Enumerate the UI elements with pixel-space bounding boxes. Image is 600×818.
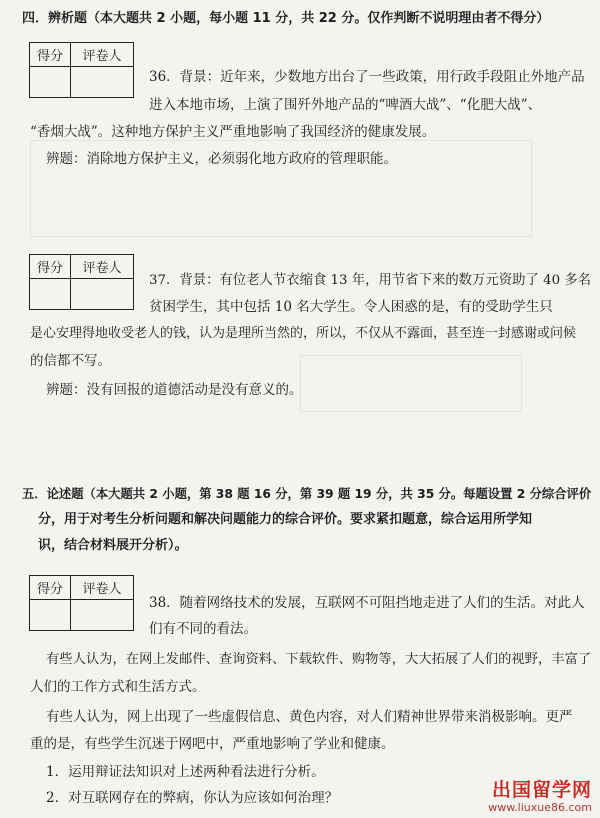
q38-para1-line2: 人们的工作方式和生活方式。 [30,679,206,695]
score-cell [30,279,71,310]
grader-label: 评卷人 [71,43,134,67]
q37-line3: 是心安理得地收受老人的钱，认为是理所当然的，所以，不仅从不露面，甚至连一封感谢或问候 [30,326,577,341]
q38-para1-line1: 有些人认为，在网上发邮件、查询资料、下载软件、购物等，大大拓展了人们的视野，丰富了 [46,652,592,667]
q36-line2: 进入本地市场，上演了围歼外地产品的“啤酒大战”、“化肥大战”、 [149,97,542,113]
score-box-q36 [29,42,134,98]
section5-heading-line2: 分，用于对考生分析问题和解决问题能力的综合评价。要求紧扣题意，综合运用所学知 [38,512,533,527]
score-label: 得分 [30,255,71,279]
q38-task2: 2．对互联网存在的弊病，你认为应该如何治理？ [46,790,339,806]
q36-claim: 辨题：消除地方保护主义，必须弱化地方政府的管理职能。 [46,151,397,167]
q37-line1: 37．背景：有位老人节衣缩食 13 年，用节省下来的数万元资助了 40 多名 [149,273,592,288]
site-watermark [488,779,592,814]
q37-line2: 贫困学生，其中包括 10 名大学生。令人困惑的是，有的受助学生只 [149,299,553,315]
score-cell [30,600,71,631]
score-label: 得分 [30,576,71,600]
score-cell [30,67,71,98]
q36-line1: 36．背景：近年来，少数地方出台了一些政策，用行政手段阻止外地产品 [149,69,585,85]
q36-line3: “香烟大战”。这种地方保护主义严重地影响了我国经济的健康发展。 [30,124,436,140]
grader-label: 评卷人 [71,255,134,279]
q38-line1: 38．随着网络技术的发展，互联网不可阻挡地走进了人们的生活。对此人 [149,595,585,611]
q38-line2: 们有不同的看法。 [149,621,257,637]
grader-label: 评卷人 [71,576,134,600]
q38-para2-line2: 重的是，有些学生沉迷于网吧中，严重地影响了学业和健康。 [30,736,395,752]
section4-heading: 四．辨析题（本大题共 2 小题，每小题 11 分，共 22 分。仅作判断不说明理由者不得分） [22,11,550,26]
q38-task1: 1．运用辩证法知识对上述两种看法进行分析。 [46,764,325,780]
section5-heading-line1: 五．论述题（本大题共 2 小题，第 38 题 16 分，第 39 题 19 分，共 35 分。每题设置 2 分综合评价 [22,487,592,501]
grader-cell [71,600,134,631]
q38-para2-line1: 有些人认为，网上出现了一些虚假信息、黄色内容，对人们精神世界带来消极影响。更严 [46,709,573,725]
score-label: 得分 [30,43,71,67]
q37-claim: 辨题：没有回报的道德活动是没有意义的。 [46,382,303,398]
grader-cell [71,279,134,310]
bleed-through-box [300,355,522,412]
section5-heading-line3: 识，结合材料展开分析）。 [38,538,188,553]
score-box-q38 [29,575,134,631]
watermark-url: www.liuxue86.com [488,801,592,814]
q37-line4: 的信都不写。 [30,353,111,369]
grader-cell [71,67,134,98]
watermark-brand: 出国留学网 [491,779,592,801]
score-box-q37 [29,254,134,310]
